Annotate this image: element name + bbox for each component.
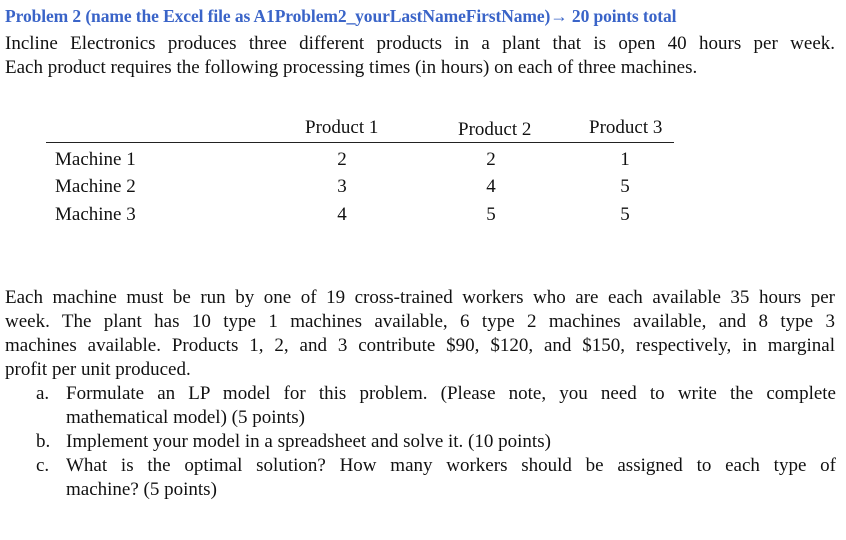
question-line: What is the optimal solution? How many workers should be assigned to each type of: [66, 455, 836, 476]
question-marker: b.: [36, 431, 51, 452]
table-cell: 2: [337, 149, 347, 170]
question-line: Implement your model in a spreadsheet and solve it. (10 points): [66, 431, 551, 452]
question-item-b: [36, 430, 836, 454]
table-cell: 4: [337, 204, 347, 225]
question-line: machine? (5 points): [66, 479, 217, 500]
description-line: profit per unit produced.: [5, 359, 191, 380]
problem-description: [5, 286, 835, 382]
column-header-product-3: Product 3: [589, 117, 663, 138]
problem-heading: Problem 2 (name the Excel file as A1Problem2_yourLastNameFirstName)→ 20 points total: [5, 6, 677, 26]
intro-line: Each product requires the following processing times (in hours) on each of three machines.: [5, 57, 698, 78]
table-cell: 4: [486, 176, 496, 197]
row-label-machine-3: Machine 3: [55, 204, 136, 225]
row-label-machine-2: Machine 2: [55, 176, 136, 197]
table-cell: 5: [620, 176, 630, 197]
description-line: Each machine must be run by one of 19 cross-trained workers who are each available 35 hours per: [5, 287, 835, 308]
table-cell: 1: [620, 149, 630, 170]
question-line: Formulate an LP model for this problem. (Please note, you need to write the complete: [66, 383, 836, 404]
question-item-a: [36, 382, 836, 430]
question-list: [36, 382, 836, 502]
processing-times-table: [0, 0, 846, 240]
question-line: mathematical model) (5 points): [66, 407, 306, 428]
description-line: machines available. Products 1, 2, and 3 contribute $90, $120, and $150, respectively, in marginal: [5, 335, 835, 356]
intro-line: Incline Electronics produces three different products in a plant that is open 40 hours per week.: [5, 33, 835, 54]
question-marker: c.: [36, 455, 50, 476]
table-cell: 2: [486, 149, 496, 170]
row-label-machine-1: Machine 1: [55, 149, 136, 170]
table-cell: 5: [486, 204, 496, 225]
description-line: week. The plant has 10 type 1 machines available, 6 type 2 machines available, and 8 type 3: [5, 311, 835, 332]
column-header-product-1: Product 1: [305, 117, 379, 138]
question-item-c: [36, 454, 836, 502]
question-marker: a.: [36, 383, 50, 404]
table-cell: 3: [337, 176, 347, 197]
header-rule: [46, 142, 674, 143]
column-header-product-2: Product 2: [458, 119, 532, 140]
table-cell: 5: [620, 204, 630, 225]
